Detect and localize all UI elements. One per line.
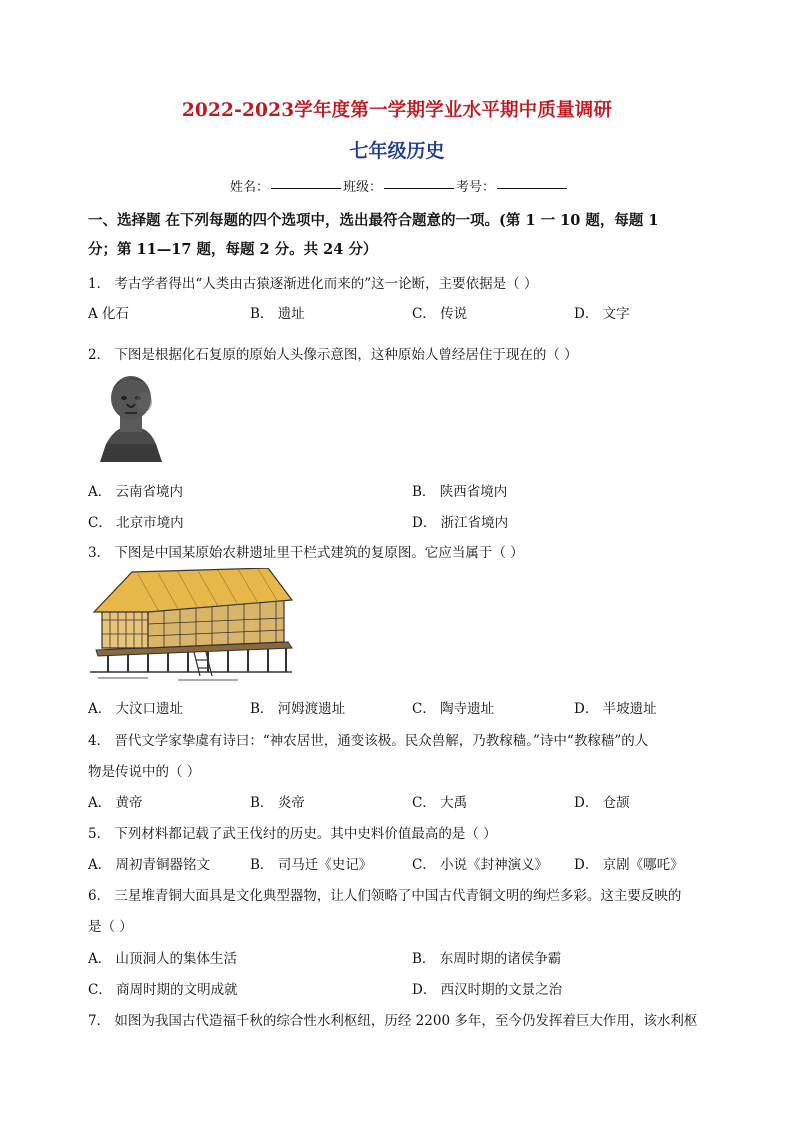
q6-option-d: D． 西汉时期的文景之治 [412,982,563,998]
q1-option-d: D． 文字 [574,306,630,322]
q1-option-b: B． 遗址 [250,306,305,322]
question-4-stem-line1: 4． 晋代文学家挚虞有诗曰：“神农居世，通变该极。民众兽解，乃教稼穑。”诗中“教稼穑”的人 [88,733,649,749]
question-2-stem: 2． 下图是根据化石复原的原始人头像示意图，这种原始人曾经居住于现在的（ ） [88,347,578,363]
q5-option-d: D． 京剧《哪吒》 [574,857,684,873]
question-7-stem-line1: 7． 如图为我国古代造福千秋的综合性水利枢纽，历经 2200 多年，至今仍发挥着巨大作用，该水利枢 [88,1013,698,1029]
question-5-stem: 5． 下列材料都记载了武王伐纣的历史。其中史料价值最高的是（ ） [88,826,497,842]
name-label: 姓名： [230,180,270,195]
question-6-stem-line2: 是（ ） [88,919,133,935]
q3-option-b: B． 河姆渡遗址 [250,701,346,717]
question-1-stem: 1． 考古学者得出“人类由古猿逐渐进化而来的”这一论断，主要依据是（ ） [88,276,538,292]
name-blank[interactable] [271,176,341,189]
class-blank[interactable] [384,176,454,189]
q3-option-d: D． 半坡遗址 [574,701,657,717]
question-4-stem-line2: 物是传说中的（ ） [88,764,201,780]
exam-no-blank[interactable] [497,176,567,189]
q1-option-c: C． 传说 [412,306,468,322]
q6-option-b: B． 东周时期的诸侯争霸 [412,951,562,967]
q6-option-a: A． 山顶洞人的集体生活 [88,951,238,967]
section-heading-line2: 分；第 11—17 题，每题 2 分。共 24 分） [88,241,378,258]
bust-image [94,370,168,466]
q4-option-b: B． 炎帝 [250,795,305,811]
exam-subtitle: 七年级历史 [349,140,445,162]
q2-option-b: B． 陕西省境内 [412,484,508,500]
q4-option-c: C． 大禹 [412,795,468,811]
q2-option-c: C． 北京市境内 [88,515,184,531]
exam-title: 2022-2023学年度第一学期学业水平期中质量调研 [181,100,613,121]
question-6-stem-line1: 6． 三星堆青铜大面具是文化典型器物，让人们领略了中国古代青铜文明的绚烂多彩。这主要反映的 [88,888,682,904]
q5-option-a: A． 周初青铜器铭文 [88,857,211,873]
stilt-house-image [88,568,294,684]
question-3-stem: 3． 下图是中国某原始农耕遗址里干栏式建筑的复原图。它应当属于（ ） [88,545,524,561]
q2-option-a: A． 云南省境内 [88,484,184,500]
q4-option-d: D． 仓颉 [574,795,630,811]
exam-no-label: 考号： [456,180,496,195]
q6-option-c: C． 商周时期的文明成就 [88,982,238,998]
class-label: 班级： [343,180,383,195]
q2-option-d: D． 浙江省境内 [412,515,509,531]
section-heading-line1: 一、选择题 在下列每题的四个选项中，选出最符合题意的一项。(第 1 一 10 题，每题 1 [88,212,659,229]
q4-option-a: A． 黄帝 [88,795,143,811]
student-info-row [230,176,569,195]
q1-option-a: A 化石 [88,306,130,322]
q5-option-c: C． 小说《封神演义》 [412,857,549,873]
q3-option-a: A． 大汶口遗址 [88,701,184,717]
q5-option-b: B． 司马迁《史记》 [250,857,373,873]
q3-option-c: C． 陶寺遗址 [412,701,495,717]
